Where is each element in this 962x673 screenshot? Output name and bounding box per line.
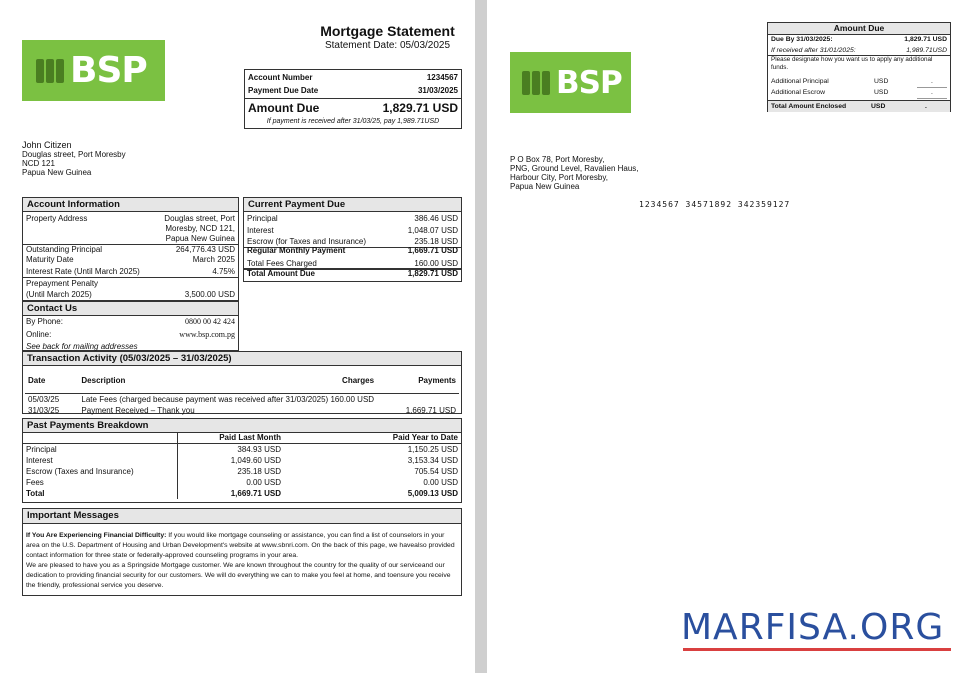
- payment-row-value: 1,048.07 USD: [407, 226, 458, 235]
- due-date: 31/03/2025: [417, 86, 458, 95]
- remit-address-3: Harbour City, Port Moresby,: [510, 173, 608, 182]
- statement-title: Mortgage Statement: [320, 23, 455, 39]
- col-charges: Charges: [342, 376, 375, 385]
- row-last-month: 1,049.60 USD: [230, 456, 281, 465]
- col-description: Description: [81, 376, 126, 385]
- designate-note: Please designate how you want us to apply any additional funds.: [771, 56, 933, 71]
- messages-body: [26, 531, 458, 591]
- statement-date: Statement Date: 05/03/2025: [324, 40, 451, 51]
- row-label: Interest: [23, 455, 178, 466]
- current-payment-box: [243, 197, 462, 282]
- phone-number: 0800 00 42 424: [185, 317, 235, 326]
- total-enclosed-label: Total Amount Enclosed: [771, 103, 847, 110]
- col-payments: Payments: [418, 376, 456, 385]
- property-address-2: Moresby, NCD 121,: [165, 224, 235, 233]
- mailing-address-note: See back for mailing addresses: [26, 342, 138, 351]
- payment-row-label: Regular Monthly Payment: [247, 246, 346, 255]
- payment-row-value: 160.00 USD: [414, 259, 458, 268]
- remit-address-4: Papua New Guinea: [510, 182, 580, 191]
- coupon-title: Amount Due: [768, 23, 950, 35]
- payment-row-label: Escrow (for Taxes and Insurance): [247, 237, 367, 246]
- row-label: Principal: [23, 444, 178, 456]
- row-charges: 160.00 USD: [330, 394, 375, 404]
- important-messages-box: [22, 508, 462, 596]
- table-row: [23, 455, 461, 466]
- row-last-month: 1,669.71 USD: [230, 489, 281, 498]
- bsp-mark-icon: [522, 71, 550, 95]
- late-amount: 1,989.71USD: [906, 47, 947, 54]
- messages-paragraph-2: We are pleased to have you as a Springside Mortgage customer. We are known throughout the country for the quality of our serviceand our dedication to providing financial security for our customers. We will do everything we can to make you feel at home, and toensure you receive the friendly, professional service you deserve.: [26, 562, 451, 589]
- row-label: Fees: [23, 477, 178, 488]
- row-last-month: 0.00 USD: [246, 478, 281, 487]
- payment-row-label: Principal: [247, 214, 278, 223]
- interest-rate-label: Interest Rate (Until March 2025): [26, 267, 140, 276]
- past-payments-box: [22, 418, 462, 503]
- outstanding-principal-label: Outstanding Principal: [26, 245, 103, 254]
- contact-us-title: Contact Us: [23, 302, 238, 316]
- row-last-month: 384.93 USD: [237, 445, 281, 454]
- current-payment-title: Current Payment Due: [244, 198, 461, 212]
- late-label: If received after 31/01/2025:: [771, 47, 856, 54]
- phone-label: By Phone:: [26, 317, 63, 326]
- table-row: [23, 488, 461, 499]
- row-ytd: 705.54 USD: [414, 467, 458, 476]
- account-information-box: [22, 197, 239, 301]
- payment-row-label: Total Amount Due: [247, 269, 315, 278]
- due-by-amount: 1,829.71 USD: [904, 36, 947, 43]
- transaction-table: [25, 374, 459, 416]
- table-row: [25, 405, 459, 416]
- customer-name: John Citizen: [22, 140, 72, 150]
- statement-page: [0, 0, 475, 673]
- remit-address-1: P O Box 78, Port Moresby,: [510, 155, 605, 164]
- customer-address-3: Papua New Guinea: [22, 168, 92, 177]
- payment-row-label: Interest: [247, 226, 274, 235]
- late-payment-note: If payment is received after 31/03/25, pay 1,989.71USD: [266, 118, 440, 125]
- outstanding-principal: 264,776.43 USD: [175, 245, 235, 254]
- row-ytd: 0.00 USD: [423, 478, 458, 487]
- remit-address-2: PNG, Ground Level, Ravalien Haus,: [510, 164, 639, 173]
- row-payments: 1,669.71 USD: [405, 405, 456, 415]
- payment-row-label: Total Fees Charged: [247, 259, 317, 268]
- micr-line: 1234567 34571892 342359127: [639, 200, 791, 209]
- table-row: [23, 444, 461, 456]
- interest-rate: 4.75%: [212, 267, 235, 276]
- payment-row-value: 235.18 USD: [414, 237, 458, 246]
- website-link[interactable]: www.bsp.com.pg: [179, 330, 235, 339]
- amount-due-label: Amount Due: [248, 101, 320, 115]
- past-payments-title: Past Payments Breakdown: [23, 419, 461, 433]
- past-payments-table: [23, 432, 461, 499]
- maturity-date: March 2025: [192, 255, 235, 264]
- row-label: Total: [23, 488, 178, 499]
- table-row: [25, 393, 459, 405]
- row-ytd: 3,153.34 USD: [407, 456, 458, 465]
- watermark-underline: [683, 648, 951, 651]
- bsp-mark-icon: [36, 59, 64, 83]
- col-paid-last-month: Paid Last Month: [178, 432, 285, 444]
- additional-principal-label: Additional Principal: [771, 78, 829, 85]
- row-description: Payment Received – Thank you: [81, 405, 195, 415]
- row-date: 31/03/25: [28, 405, 60, 415]
- messages-lead: If You Are Experiencing Financial Difficulty:: [26, 532, 167, 539]
- important-messages-title: Important Messages: [23, 509, 461, 524]
- payment-row: [247, 214, 458, 224]
- additional-escrow-field[interactable]: .: [917, 88, 947, 99]
- payment-row-value: 1,829.71 USD: [407, 269, 458, 278]
- amount-due: 1,829.71 USD: [382, 101, 458, 115]
- prepayment-penalty-period: (Until March 2025): [26, 290, 92, 299]
- row-charges: [311, 405, 377, 416]
- row-last-month: 235.18 USD: [237, 467, 281, 476]
- customer-address-1: Douglas street, Port Moresby: [22, 150, 126, 159]
- bsp-logo: [22, 40, 165, 101]
- property-address-3: Papua New Guinea: [165, 234, 235, 243]
- property-address-1: Douglas street, Port: [164, 214, 235, 223]
- payment-row-value: 386.46 USD: [414, 214, 458, 223]
- due-by-label: Due By 31/03/2025:: [771, 36, 833, 43]
- marfisa-watermark: MARFISA.ORG: [681, 607, 945, 648]
- transaction-activity-box: [22, 351, 462, 414]
- table-row: [23, 466, 461, 477]
- customer-address-2: NCD 121: [22, 159, 55, 168]
- amount-due-coupon: Amount Due Due By 31/03/2025: 1,829.71 USD If received after 31/01/2025: 1,989.71USD Please designate how you want us to apply any additional funds. Additional Principal USD . Additional Escrow USD . Total Amount Enclosed USD .: [767, 22, 951, 112]
- payment-row: [247, 269, 458, 279]
- row-ytd: 5,009.13 USD: [407, 489, 458, 498]
- transaction-activity-title: Transaction Activity (05/03/2025 – 31/03/2025): [23, 352, 461, 366]
- row-description: Late Fees (charged because payment was received after 31/03/2025) 160.00 USD: [81, 394, 375, 404]
- prepayment-penalty-label: Prepayment Penalty: [26, 279, 99, 288]
- account-information-title: Account Information: [23, 198, 238, 212]
- property-address-label: Property Address: [26, 214, 88, 223]
- messages-paragraph-1: If you would like mortgage counseling or assistance, you can find a list of counselors in your area on the U.S. Department of Housing and Urban Development's website at www.sbnri.com. On the back of this page, we havealso provided contact information for three state or federally-approved counseling programs in your area.: [26, 532, 455, 559]
- row-ytd: 1,150.25 USD: [407, 445, 458, 454]
- total-enclosed-row: Total Amount Enclosed USD .: [768, 100, 950, 112]
- online-label: Online:: [26, 330, 52, 339]
- additional-principal-field[interactable]: .: [917, 77, 947, 88]
- bsp-logo-text: BSP: [556, 64, 622, 101]
- prepayment-penalty: 3,500.00 USD: [184, 290, 235, 299]
- coupon-page: [487, 0, 962, 673]
- row-payments: [377, 393, 459, 405]
- row-label: Escrow (Taxes and Insurance): [23, 466, 178, 477]
- payment-row: [247, 226, 458, 236]
- payment-row: [247, 246, 458, 256]
- contact-us-box: [22, 301, 239, 351]
- row-date: 05/03/25: [28, 394, 60, 404]
- table-row: [23, 477, 461, 488]
- col-paid-ytd: Paid Year to Date: [284, 432, 461, 444]
- account-number: 1234567: [426, 73, 458, 82]
- payment-row-value: 1,669.71 USD: [407, 246, 458, 255]
- additional-escrow-label: Additional Escrow: [771, 89, 826, 96]
- col-date: Date: [28, 376, 46, 385]
- due-date-label: Payment Due Date: [248, 86, 319, 95]
- maturity-date-label: Maturity Date: [26, 255, 74, 264]
- account-number-label: Account Number: [248, 73, 313, 82]
- bsp-logo-text: BSP: [70, 50, 147, 91]
- summary-box: [244, 69, 462, 129]
- total-enclosed-field[interactable]: .: [925, 103, 927, 110]
- bsp-logo-coupon: [510, 52, 631, 113]
